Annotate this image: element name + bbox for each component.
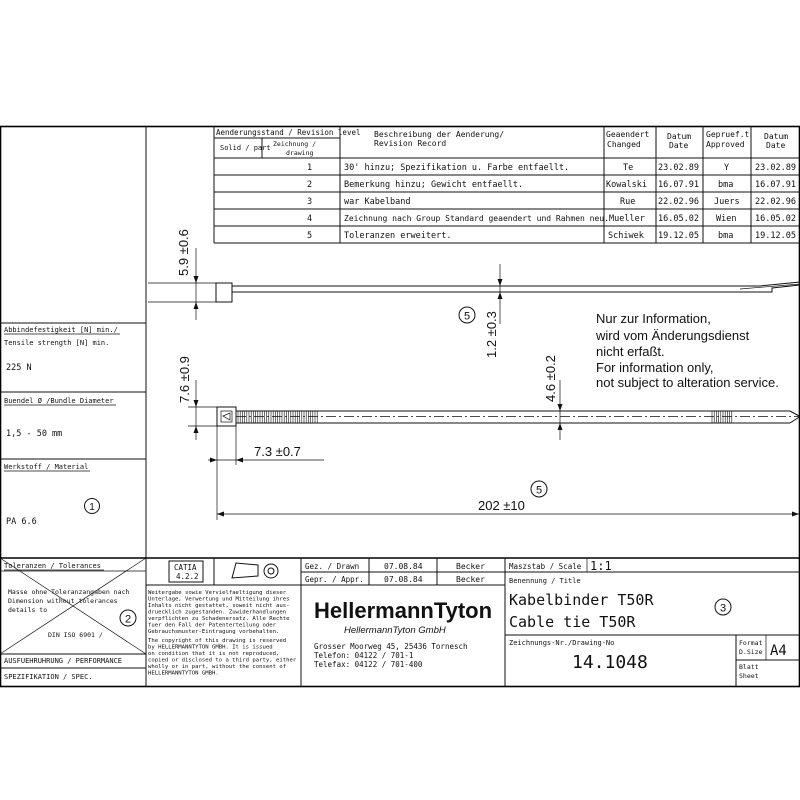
title-label: Benennung / Title <box>509 577 581 585</box>
dim-7-3 <box>208 426 324 520</box>
svg-text:Toleranzen erweitert.: Toleranzen erweitert. <box>344 231 452 241</box>
brand-subtitle: HellermannTyton GmbH <box>344 625 446 636</box>
dim-1-2 <box>484 264 503 358</box>
svg-text:23.02.89: 23.02.89 <box>755 163 796 173</box>
svg-text:HELLERMANNTYTON GMBH.: HELLERMANNTYTON GMBH. <box>148 670 219 677</box>
svg-text:5.9 ±0.6: 5.9 ±0.6 <box>176 229 191 276</box>
rev-header-date-2: Date <box>669 141 689 150</box>
scale-value: 1:1 <box>590 559 612 573</box>
svg-text:Inhalts nicht gestattet, sowei: Inhalts nicht gestattet, soweit nicht aus- <box>148 603 290 609</box>
svg-text:Juers: Juers <box>714 197 740 207</box>
projection-symbol-icon <box>232 563 278 578</box>
revision-row <box>307 197 796 207</box>
rev-header-drawing-1: Zeichnung / <box>273 140 317 148</box>
svg-text:bma: bma <box>718 231 734 241</box>
svg-text:Y: Y <box>724 163 730 173</box>
svg-text:3: 3 <box>307 197 313 207</box>
svg-text:1: 1 <box>307 163 313 173</box>
bundle-value: 1,5 - 50 mm <box>6 429 63 439</box>
dim-4-6 <box>543 355 563 440</box>
material-value: PA 6.6 <box>6 517 37 527</box>
svg-text:verpflichten zu Schadenersatz.: verpflichten zu Schadenersatz. Alle Rechte <box>148 616 290 622</box>
svg-text:202 ±10: 202 ±10 <box>478 498 525 513</box>
left-spec-panel <box>0 323 146 527</box>
catia-label: CATIA <box>174 563 197 572</box>
svg-text:19.12.05: 19.12.05 <box>658 231 699 241</box>
strength-label-1: Abbindefestigkeit [N] min./ <box>4 326 118 334</box>
teeth-right <box>712 411 732 423</box>
cable-tie-side-view <box>148 282 800 302</box>
svg-text:Nur zur Information,: Nur zur Information, <box>596 311 711 326</box>
svg-text:druecklich zugestanden. Zuwide: druecklich zugestanden. Zuwiderhandlungen <box>148 609 287 616</box>
svg-text:16.05.02: 16.05.02 <box>755 214 796 224</box>
svg-text:19.12.05: 19.12.05 <box>755 231 796 241</box>
rev-header-solid: Solid / part <box>220 144 271 152</box>
strength-label-2: Tensile strength [N] min. <box>4 339 110 347</box>
svg-text:Te: Te <box>623 163 634 173</box>
rev-header-level: Aenderungsstand / Revision level <box>216 128 361 137</box>
svg-text:16.07.91: 16.07.91 <box>755 180 796 190</box>
strength-value: 225 N <box>6 363 32 373</box>
svg-text:bma: bma <box>718 180 734 190</box>
svg-text:22.02.96: 22.02.96 <box>755 197 796 207</box>
svg-text:Masse ohne Toleranzangaben nac: Masse ohne Toleranzangaben nach <box>8 588 130 596</box>
svg-text:Schiwek: Schiwek <box>608 231 644 241</box>
address-line-1: Grosser Moorweg 45, 25436 Tornesch <box>314 642 468 651</box>
svg-text:5: 5 <box>307 231 313 241</box>
revision-row <box>307 180 796 190</box>
info-note <box>595 311 779 390</box>
cable-tie-top-view <box>188 407 800 426</box>
drawing-title-en: Cable tie T50R <box>509 613 636 631</box>
drawn-label: Gez. / Drawn <box>305 562 360 571</box>
drawing-title-de: Kabelbinder T50R <box>509 591 654 609</box>
svg-text:4: 4 <box>307 214 313 224</box>
tolerances-label: Toleranzen / Tolerances <box>4 562 101 570</box>
svg-text:3: 3 <box>719 602 727 615</box>
rev-header-drawing-2: drawing <box>286 149 314 157</box>
svg-text:on condition that it is not re: on condition that it is not reproduced, <box>148 651 280 657</box>
material-label: Werkstoff / Material <box>4 463 89 471</box>
svg-text:DIN ISO 6901 /: DIN ISO 6901 / <box>48 631 103 639</box>
rev-header-date-1: Datum <box>667 132 692 141</box>
svg-text:war Kabelband: war Kabelband <box>344 197 411 207</box>
svg-text:copied or disclosed to a third: copied or disclosed to a third party, either <box>148 657 297 664</box>
svg-text:Zeichnung nach Group Standard: Zeichnung nach Group Standard geaendert und Rahmen neu. <box>344 214 609 223</box>
rev-header-desc-1: Beschreibung der Aenderung/ <box>374 130 505 139</box>
revision-row <box>307 231 796 241</box>
svg-text:5: 5 <box>535 484 543 497</box>
svg-text:23.02.89: 23.02.89 <box>658 163 699 173</box>
svg-text:nicht erfaßt.: nicht erfaßt. <box>596 344 665 359</box>
format-label-2: D.Size <box>739 648 763 656</box>
address-line-2: Telefon: 04122 / 701-1 <box>314 651 414 660</box>
svg-text:16.07.91: 16.07.91 <box>658 180 699 190</box>
svg-text:by HELLERMANNTYTON GMBH. It is: by HELLERMANNTYTON GMBH. It is issued <box>148 644 273 651</box>
svg-text:The copyright of this drawing: The copyright of this drawing is reserved <box>148 638 287 644</box>
svg-text:1.2 ±0.3: 1.2 ±0.3 <box>484 311 499 358</box>
scale-label: Maszstab / Scale <box>509 562 582 571</box>
svg-text:Weitergabe sowie Vervielfaelti: Weitergabe sowie Vervielfaeltigung dieser <box>148 590 287 596</box>
rev-header-changed-2: Changed <box>607 140 641 149</box>
dim-5-9 <box>176 229 199 320</box>
svg-text:2: 2 <box>307 180 313 190</box>
svg-text:Kowalski: Kowalski <box>606 180 647 190</box>
teeth-left <box>238 411 317 423</box>
spec-label: SPEZIFIKATION / SPEC. <box>4 673 93 681</box>
svg-text:Dimension without tolerances: Dimension without tolerances <box>8 597 118 605</box>
dim-202 <box>217 423 800 520</box>
svg-text:Unterlage, Verwertung und Mitt: Unterlage, Verwertung und Mitteilung ihres <box>148 596 290 603</box>
legal-text-en <box>148 638 297 677</box>
approved-label: Gepr. / Appr. <box>305 575 364 584</box>
format-value: A4 <box>770 643 787 659</box>
address-line-3: Telefax: 04122 / 701-400 <box>314 660 423 669</box>
svg-text:not subject to alteration serv: not subject to alteration service. <box>596 375 779 390</box>
svg-text:details to: details to <box>8 606 48 614</box>
rev-header-approved-2: Approved <box>706 140 745 149</box>
svg-text:wholly or in part, without the: wholly or in part, without the consent of <box>148 664 287 670</box>
approved-by: Becker <box>456 575 485 584</box>
svg-text:wird vom Änderungsdienst: wird vom Änderungsdienst <box>596 328 750 343</box>
svg-text:1: 1 <box>89 502 95 513</box>
rev-header-approved-1: Gepruef.t <box>706 130 750 139</box>
drawing-no-label: Zeichnungs-Nr./Drawing-No <box>509 639 615 647</box>
approved-date: 07.08.84 <box>384 575 423 584</box>
svg-text:Mueller: Mueller <box>609 214 645 224</box>
svg-text:fuer den Fall der Patenterteil: fuer den Fall der Patenterteilung oder <box>148 622 276 629</box>
catia-version: 4.2.2 <box>176 572 199 581</box>
revision-table <box>214 126 800 243</box>
svg-text:7.6 ±0.9: 7.6 ±0.9 <box>177 356 192 403</box>
svg-text:Bemerkung hinzu; Gewicht entfa: Bemerkung hinzu; Gewicht entfaellt. <box>344 180 524 190</box>
performance-label: AUSFUEHRUHRUNG / PERFORMANCE <box>4 657 123 665</box>
brand-logo: HellermannTyton <box>314 598 493 623</box>
sheet-label-2: Sheet <box>739 672 759 680</box>
revision-row <box>307 163 796 173</box>
svg-text:Rue: Rue <box>620 197 636 207</box>
svg-text:22.02.96: 22.02.96 <box>658 197 699 207</box>
rev-header-date2-1: Datum <box>764 132 789 141</box>
rev-header-date2-2: Date <box>766 141 786 150</box>
title-block <box>0 558 800 687</box>
svg-text:30' hinzu; Spezifikation u. Fa: 30' hinzu; Spezifikation u. Farbe entfaellt. <box>344 163 570 173</box>
drawing-no: 14.1048 <box>572 652 648 673</box>
svg-text:4.6 ±0.2: 4.6 ±0.2 <box>543 355 558 402</box>
svg-text:5: 5 <box>463 310 471 323</box>
svg-text:For information only,: For information only, <box>596 360 714 375</box>
bundle-label: Buendel Ø /Bundle Diameter <box>4 397 114 405</box>
svg-text:2: 2 <box>124 613 132 626</box>
svg-text:Wien: Wien <box>716 214 737 224</box>
rev-header-desc-2: Revision Record <box>374 139 447 148</box>
legal-text-de <box>148 590 290 635</box>
dim-7-6 <box>177 356 199 440</box>
svg-text:Gebrauchsmuster-Eintragung vor: Gebrauchsmuster-Eintragung vorbehalten. <box>148 629 280 635</box>
sheet-label-1: Blatt <box>739 663 759 671</box>
format-label-1: Format <box>739 639 763 647</box>
rev-header-changed-1: Geaendert <box>606 130 650 139</box>
revision-row <box>307 214 796 224</box>
balloon-5-upper <box>459 307 475 323</box>
drawn-by: Becker <box>456 562 485 571</box>
drawn-date: 07.08.84 <box>384 562 423 571</box>
svg-text:16.05.02: 16.05.02 <box>658 214 699 224</box>
svg-text:7.3 ±0.7: 7.3 ±0.7 <box>254 444 301 459</box>
